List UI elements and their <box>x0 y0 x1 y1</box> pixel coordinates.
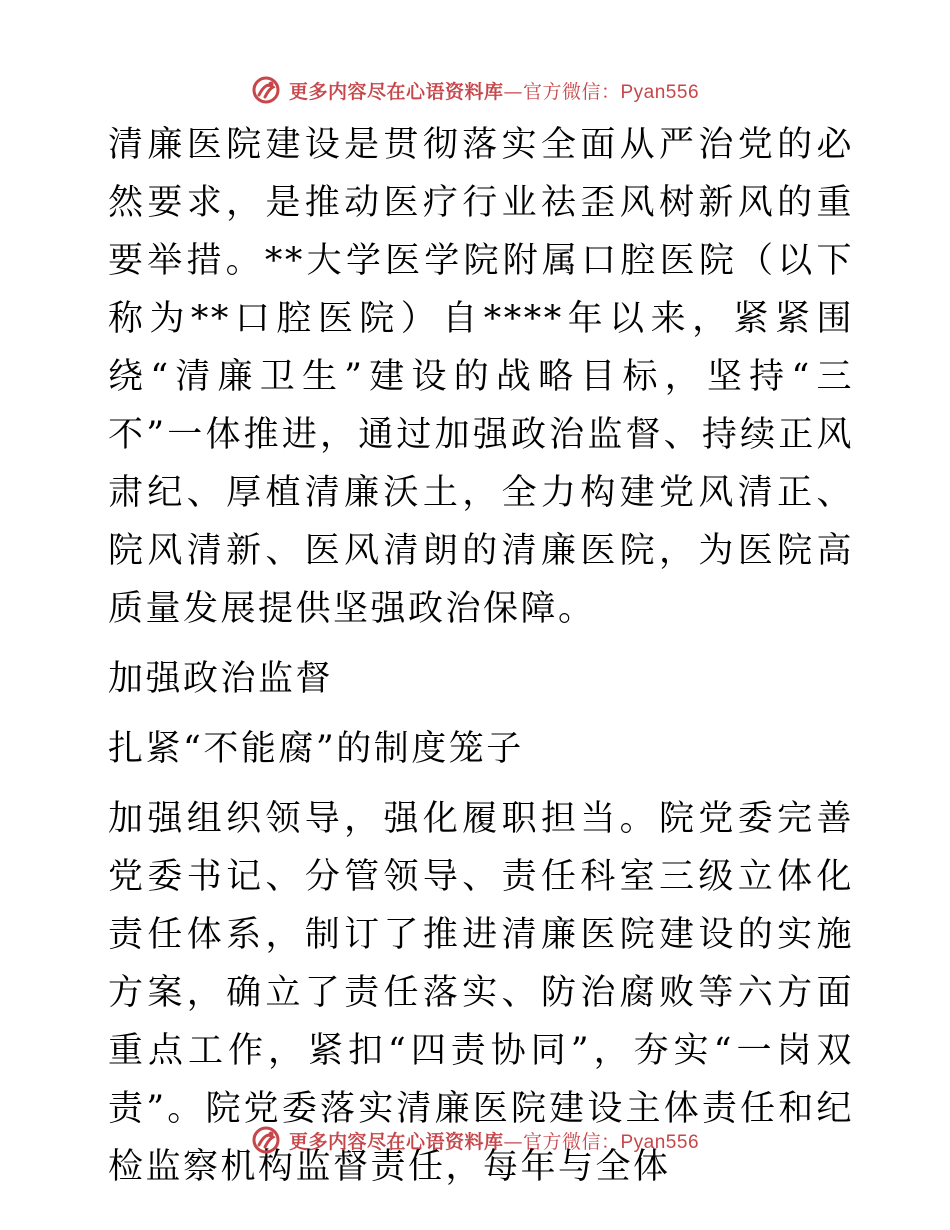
red-swirl-logo-icon <box>251 1125 281 1155</box>
banner-separator: — <box>503 80 523 103</box>
red-swirl-logo-icon <box>251 75 281 105</box>
paragraph-intro: 清廉医院建设是贯彻落实全面从严治党的必然要求，是推动医疗行业祛歪风树新风的重要举措。**大学医学院附属口腔医院（以下称为**口腔医院）自****年以来，紧紧围绕“清廉卫生”建设的战略目标，坚持“三不”一体推进，通过加强政治监督、持续正风肃纪、厚植清廉沃土，全力构建党风清正、院风清新、医风清朗的清廉医院，为医院高质量发展提供坚强政治保障。 <box>108 125 854 629</box>
section-heading-political-supervision: 加强政治监督 <box>108 659 334 699</box>
banner-account: Pyan556 <box>620 1131 700 1153</box>
banner-main-text: 更多内容尽在心语资料库 <box>288 1130 504 1153</box>
banner-text <box>289 1127 699 1154</box>
paragraph-organization-leadership: 加强组织领导，强化履职担当。院党委完善党委书记、分管领导、责任科室三级立体化责任体系，制订了推进清廉医院建设的实施方案，确立了责任落实、防治腐败等六方面重点工作，紧扣“四责协同”，夯实“一岗双责”。院党委落实清廉医院建设主体责任和纪检监察机构监督责任，每年与全体 <box>108 799 854 1187</box>
document-body <box>98 116 854 1208</box>
banner-separator: — <box>503 1130 523 1153</box>
footer-banner <box>0 1120 950 1160</box>
banner-wechat-label: 官方微信： <box>522 80 621 103</box>
header-banner <box>0 70 950 110</box>
banner-wechat-label: 官方微信： <box>522 1130 621 1153</box>
banner-main-text: 更多内容尽在心语资料库 <box>288 80 504 103</box>
banner-text <box>289 77 699 104</box>
banner-account: Pyan556 <box>620 81 700 103</box>
section-subheading-system-cage: 扎紧“不能腐”的制度笼子 <box>108 729 524 769</box>
